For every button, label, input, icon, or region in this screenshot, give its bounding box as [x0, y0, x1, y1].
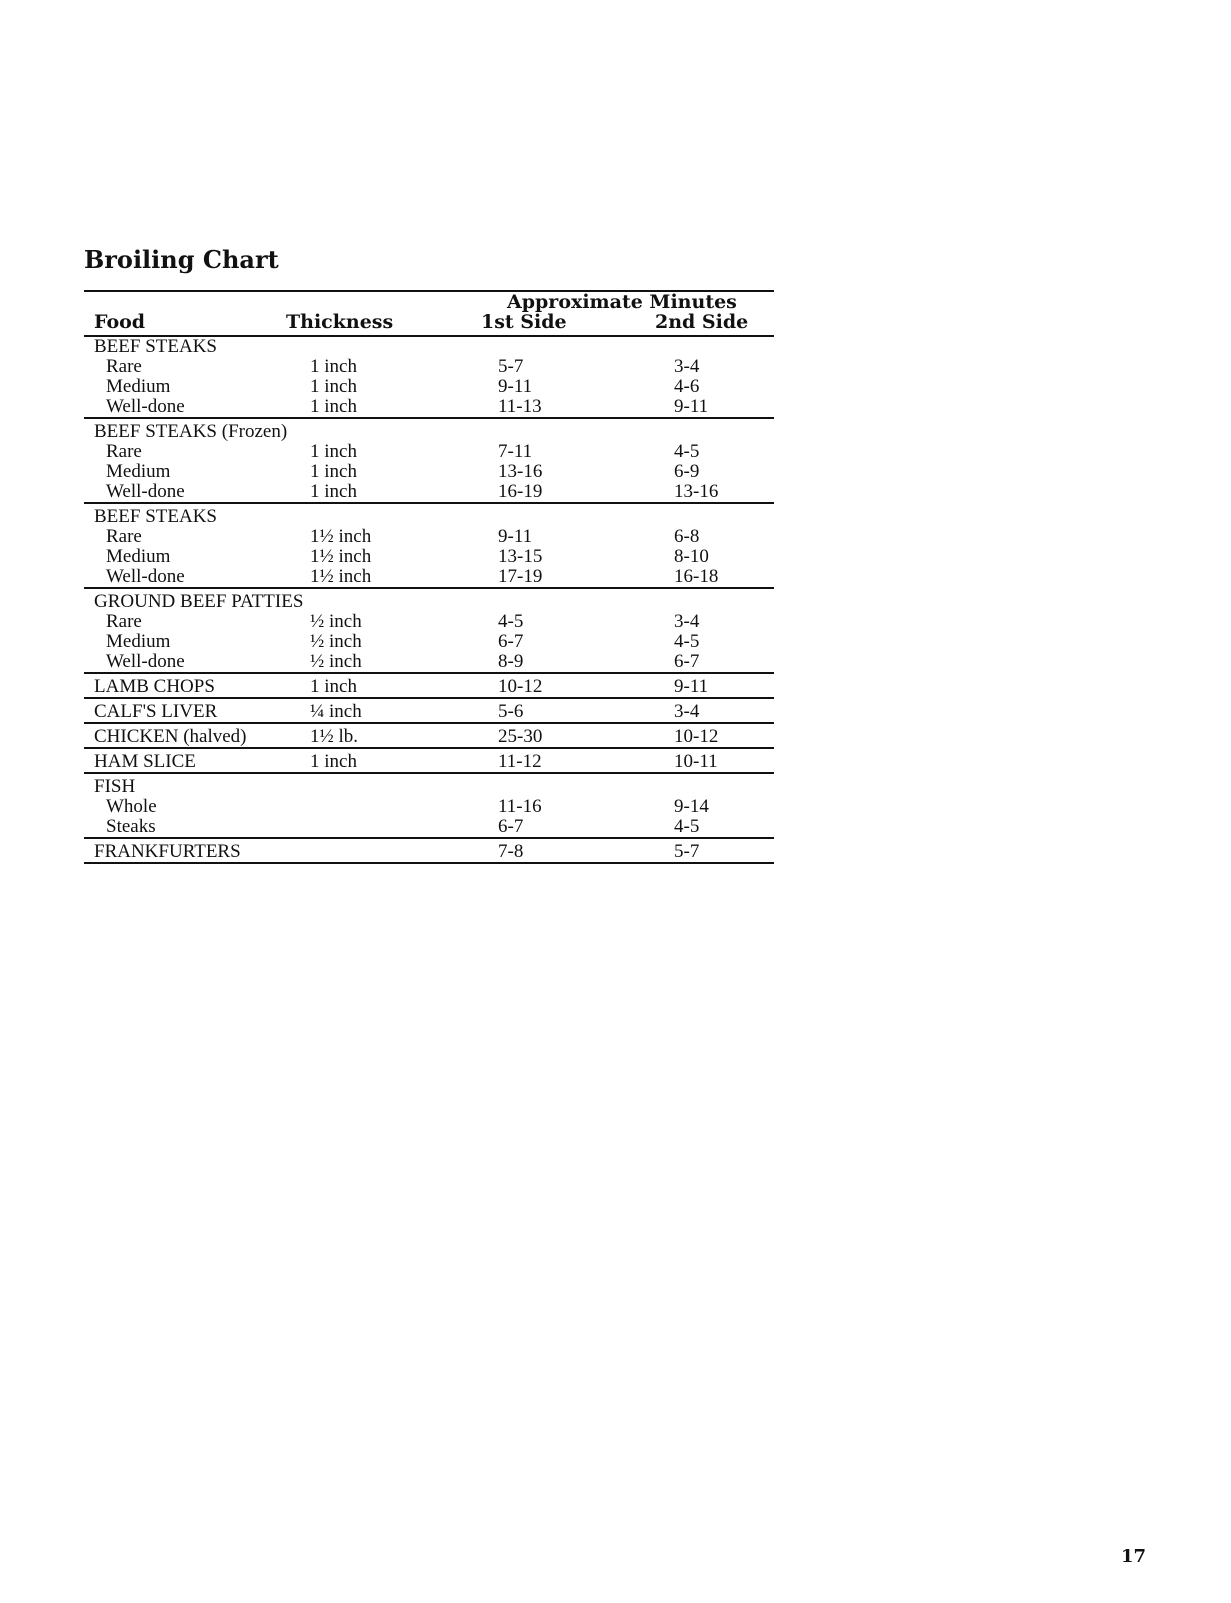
second-side-minutes: 3-4 [674, 611, 700, 632]
thickness-cell: 1 inch [310, 481, 357, 502]
row-separator [84, 747, 774, 749]
food-item: Medium [106, 461, 171, 482]
row-separator [84, 697, 774, 699]
page-number: 17 [1121, 1546, 1147, 1567]
category-label: HAM SLICE [94, 751, 196, 772]
first-side-minutes: 5-7 [498, 356, 524, 377]
food-item: Steaks [106, 816, 156, 837]
first-side-minutes: 6-7 [498, 631, 524, 652]
second-side-minutes: 9-11 [674, 676, 709, 697]
first-side-minutes: 11-12 [498, 751, 542, 772]
first-side-minutes: 13-16 [498, 461, 543, 482]
row-separator [84, 862, 774, 864]
category-label: GROUND BEEF PATTIES [94, 591, 304, 612]
food-item: Rare [106, 526, 142, 547]
category-label: BEEF STEAKS (Frozen) [94, 421, 288, 442]
second-side-minutes: 4-6 [674, 376, 700, 397]
first-side-minutes: 9-11 [498, 526, 533, 547]
food-item: Well-done [106, 481, 185, 502]
header-first-side: 1st Side [481, 311, 567, 333]
thickness-cell: 1 inch [310, 751, 357, 772]
thickness-cell: ¼ inch [310, 701, 362, 722]
page-title: Broiling Chart [84, 245, 279, 274]
first-side-minutes: 10-12 [498, 676, 543, 697]
second-side-minutes: 10-12 [674, 726, 719, 747]
header-thickness: Thickness [286, 311, 394, 333]
second-side-minutes: 10-11 [674, 751, 718, 772]
row-separator [84, 502, 774, 504]
row-separator [84, 417, 774, 419]
second-side-minutes: 9-14 [674, 796, 709, 817]
thickness-cell: 1½ inch [310, 566, 372, 587]
food-item: Well-done [106, 566, 185, 587]
thickness-cell: 1 inch [310, 461, 357, 482]
category-label: CHICKEN (halved) [94, 726, 247, 747]
category-label: BEEF STEAKS [94, 336, 217, 357]
thickness-cell: 1 inch [310, 356, 357, 377]
category-label: BEEF STEAKS [94, 506, 217, 527]
first-side-minutes: 9-11 [498, 376, 533, 397]
food-item: Whole [106, 796, 157, 817]
row-separator [84, 722, 774, 724]
second-side-minutes: 4-5 [674, 631, 700, 652]
first-side-minutes: 25-30 [498, 726, 543, 747]
food-item: Well-done [106, 651, 185, 672]
category-label: LAMB CHOPS [94, 676, 215, 697]
food-item: Medium [106, 546, 171, 567]
thickness-cell: 1 inch [310, 396, 357, 417]
thickness-cell: 1 inch [310, 376, 357, 397]
first-side-minutes: 8-9 [498, 651, 524, 672]
header-second-side: 2nd Side [655, 311, 749, 333]
food-item: Well-done [106, 396, 185, 417]
thickness-cell: 1 inch [310, 441, 357, 462]
header-food: Food [94, 311, 146, 333]
second-side-minutes: 5-7 [674, 841, 700, 862]
first-side-minutes: 16-19 [498, 481, 543, 502]
food-item: Rare [106, 611, 142, 632]
second-side-minutes: 3-4 [674, 701, 700, 722]
header-approximate-minutes: Approximate Minutes [507, 291, 737, 313]
second-side-minutes: 9-11 [674, 396, 709, 417]
thickness-cell: 1½ inch [310, 526, 372, 547]
first-side-minutes: 6-7 [498, 816, 524, 837]
thickness-cell: 1½ lb. [310, 726, 359, 747]
second-side-minutes: 6-7 [674, 651, 700, 672]
row-separator [84, 772, 774, 774]
thickness-cell: ½ inch [310, 651, 362, 672]
first-side-minutes: 5-6 [498, 701, 524, 722]
second-side-minutes: 8-10 [674, 546, 709, 567]
first-side-minutes: 7-8 [498, 841, 524, 862]
thickness-cell: 1½ inch [310, 546, 372, 567]
category-label: CALF'S LIVER [94, 701, 218, 722]
category-label: FISH [94, 776, 136, 797]
broiling-chart-table [84, 290, 774, 873]
food-item: Medium [106, 376, 171, 397]
second-side-minutes: 16-18 [674, 566, 719, 587]
second-side-minutes: 4-5 [674, 816, 700, 837]
food-item: Medium [106, 631, 171, 652]
second-side-minutes: 6-8 [674, 526, 700, 547]
thickness-cell: ½ inch [310, 631, 362, 652]
first-side-minutes: 4-5 [498, 611, 524, 632]
row-separator [84, 587, 774, 589]
food-item: Rare [106, 356, 142, 377]
first-side-minutes: 13-15 [498, 546, 543, 567]
food-item: Rare [106, 441, 142, 462]
second-side-minutes: 3-4 [674, 356, 700, 377]
first-side-minutes: 7-11 [498, 441, 533, 462]
first-side-minutes: 17-19 [498, 566, 543, 587]
first-side-minutes: 11-13 [498, 396, 542, 417]
thickness-cell: ½ inch [310, 611, 362, 632]
row-separator [84, 837, 774, 839]
category-label: FRANKFURTERS [94, 841, 241, 862]
row-separator [84, 672, 774, 674]
second-side-minutes: 13-16 [674, 481, 719, 502]
thickness-cell: 1 inch [310, 676, 357, 697]
first-side-minutes: 11-16 [498, 796, 542, 817]
second-side-minutes: 4-5 [674, 441, 700, 462]
second-side-minutes: 6-9 [674, 461, 700, 482]
